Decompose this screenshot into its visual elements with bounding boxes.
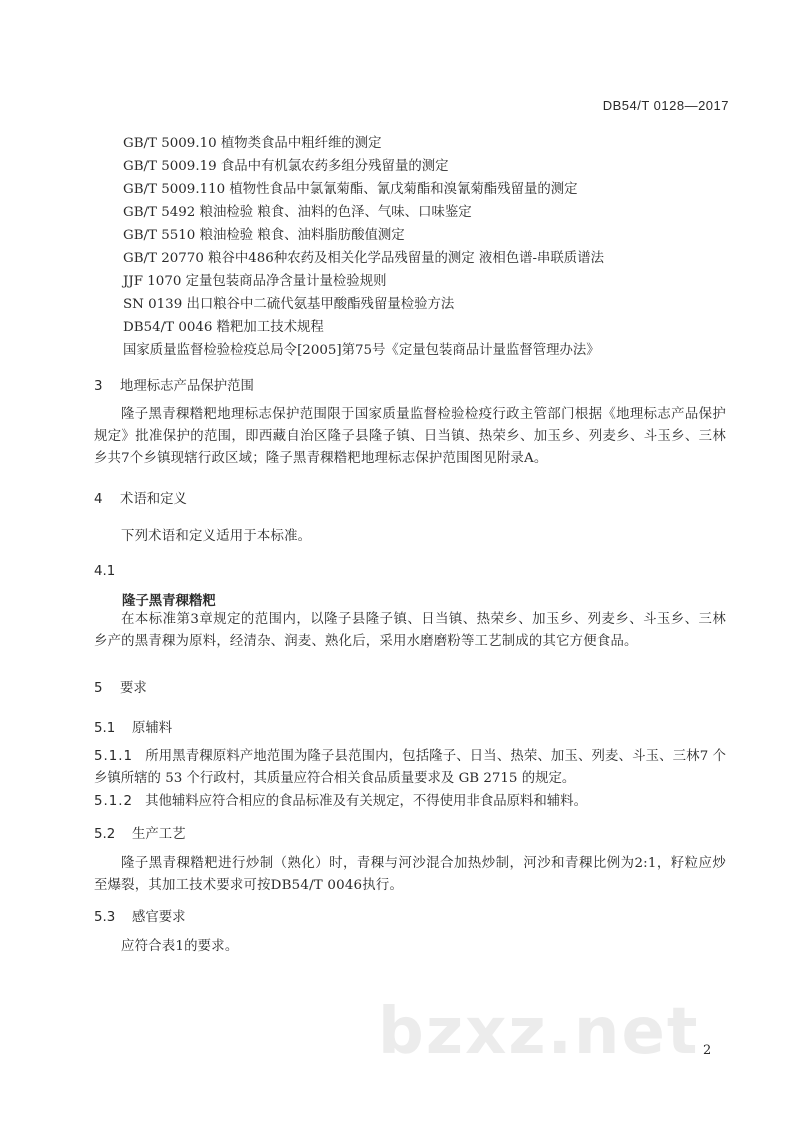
reference-item: JJF 1070 定量包装商品净含量计量检验规则	[123, 274, 387, 289]
page-number: 2	[703, 1043, 712, 1058]
reference-item: GB/T 20770 粮谷中486种农药及相关化学品残留量的测定 液相色谱-串联质谱法	[123, 251, 604, 266]
section-3-heading	[94, 375, 254, 394]
section-5-3-paragraph: 应符合表1的要求。	[121, 939, 239, 954]
clause-text: 所用黑青稞原料产地范围为隆子县范围内，包括隆子、日当、热荣、加玉、列麦、斗玉、三林7 个乡镇所辖的 53 个行政村，其质量应符合相关食品质量要求及 GB 2715 的规定。	[94, 749, 726, 786]
reference-item: GB/T 5510 粮油检验 粮食、油料脂肪酸值测定	[123, 228, 405, 243]
section-4-heading	[94, 488, 187, 507]
section-title: 原辅料	[132, 721, 173, 736]
reference-item: GB/T 5009.110 植物性食品中氯氰菊酯、氰戊菊酯和溴氰菊酯残留量的测定	[123, 182, 578, 197]
clause-5-1-2	[94, 791, 726, 813]
section-5-1-heading	[94, 717, 172, 736]
term-number: 4.1	[94, 564, 116, 579]
clause-text: 其他辅料应符合相应的食品标准及有关规定，不得使用非食品原料和辅料。	[145, 794, 587, 809]
watermark: bzxz.net	[378, 995, 700, 1069]
section-title: 术语和定义	[120, 492, 187, 507]
reference-item: DB54/T 0046 糌粑加工技术规程	[123, 320, 324, 335]
reference-item: 国家质量监督检验检疫总局令[2005]第75号《定量包装商品计量监督管理办法》	[123, 343, 600, 358]
document-code: DB54/T 0128—2017	[602, 98, 729, 113]
section-title: 感官要求	[132, 910, 186, 925]
section-3-paragraph: 隆子黑青稞糌粑地理标志保护范围限于国家质量监督检验检疫行政主管部门根据《地理标志产品保护规定》批准保护的范围，即西藏自治区隆子县隆子镇、日当镇、热荣乡、加玉乡、列麦乡、斗玉乡、三林乡共7个乡镇现辖行政区域；隆子黑青稞糌粑地理标志保护范围图见附录A。	[94, 407, 726, 466]
section-5-2-heading	[94, 823, 186, 842]
section-5-2-paragraph: 隆子黑青稞糌粑进行炒制（熟化）时，青稞与河沙混合加热炒制，河沙和青稞比例为2:1，籽粒应炒至爆裂，其加工技术要求可按DB54/T 0046执行。	[94, 856, 726, 893]
clause-number: 5.1.1	[94, 749, 134, 764]
section-title: 要求	[120, 681, 147, 696]
section-number: 5.2	[94, 827, 116, 842]
clause-number: 5.1.2	[94, 794, 134, 809]
term-definition: 在本标准第3章规定的范围内，以隆子县隆子镇、日当镇、热荣乡、加玉乡、列麦乡、斗玉乡、三林乡产的黑青稞为原料，经清杂、润麦、熟化后，采用水磨磨粉等工艺制成的其它方便食品。	[94, 612, 726, 649]
section-5-3-heading	[94, 906, 186, 925]
section-5-heading	[94, 677, 147, 696]
section-title: 地理标志产品保护范围	[120, 379, 254, 394]
reference-item: GB/T 5009.10 植物类食品中粗纤维的测定	[123, 136, 382, 151]
reference-item: GB/T 5009.19 食品中有机氯农药多组分残留量的测定	[123, 159, 449, 174]
section-number: 5.3	[94, 910, 116, 925]
section-number: 4	[94, 492, 103, 507]
section-number: 5	[94, 681, 103, 696]
section-number: 5.1	[94, 721, 116, 736]
section-title: 生产工艺	[132, 827, 186, 842]
clause-5-1-1	[94, 746, 726, 790]
section-number: 3	[94, 379, 103, 394]
term-title: 隆子黑青稞糌粑	[122, 594, 216, 609]
section-4-paragraph: 下列术语和定义适用于本标准。	[121, 529, 312, 544]
reference-item: GB/T 5492 粮油检验 粮食、油料的色泽、气味、口味鉴定	[123, 205, 472, 220]
reference-item: SN 0139 出口粮谷中二硫代氨基甲酸酯残留量检验方法	[123, 297, 455, 312]
